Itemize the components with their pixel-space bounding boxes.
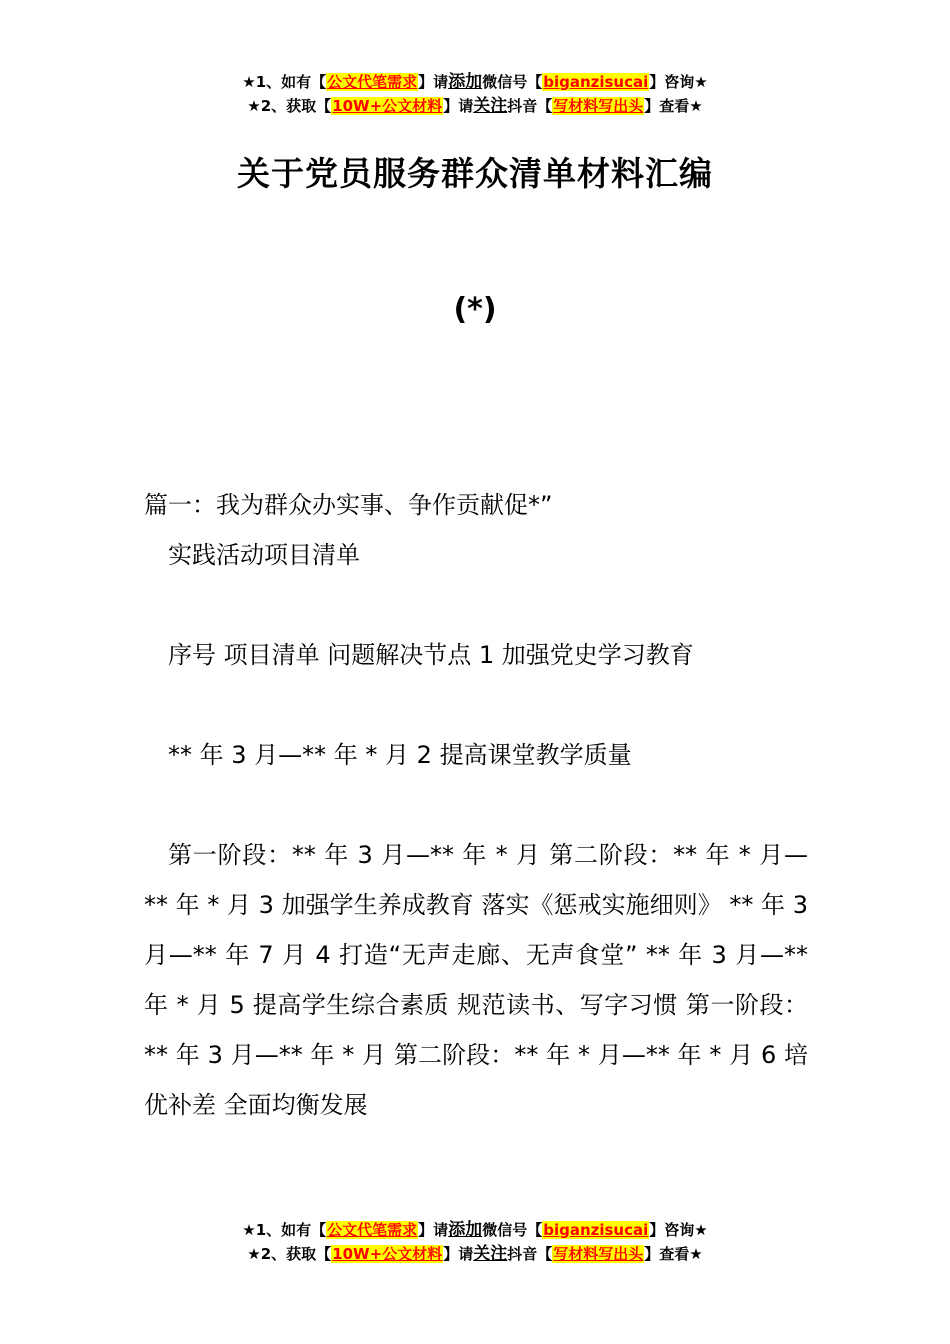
paragraph-text: ** 年 3 月—** 年 * 月 2 提高课堂教学质量 xyxy=(168,741,632,769)
section-subheading: 实践活动项目清单 xyxy=(168,541,360,569)
promo-line-2 xyxy=(0,1242,950,1266)
promo-text: 抖音【 xyxy=(507,1245,553,1263)
promo-header xyxy=(0,70,950,118)
promo-highlight: 10W+公文材料 xyxy=(332,97,443,115)
promo-text: ★2、获取【 xyxy=(247,1245,332,1263)
promo-text: ★2、获取【 xyxy=(247,97,332,115)
promo-emphasis: 关注 xyxy=(473,96,508,116)
document-subtitle: (*) xyxy=(453,292,497,327)
promo-highlight: 写材料写出头 xyxy=(553,97,644,115)
document-body xyxy=(144,480,808,580)
promo-text: 】请 xyxy=(443,1245,474,1263)
promo-text: 抖音【 xyxy=(507,97,553,115)
paragraph-2 xyxy=(144,730,808,780)
section-heading: 篇一：我为群众办实事、争作贡献促*” xyxy=(144,491,553,519)
promo-text: 】咨询★ xyxy=(649,73,708,91)
promo-line-1 xyxy=(0,70,950,94)
promo-text: 】咨询★ xyxy=(649,1221,708,1239)
promo-text: ★1、如有【 xyxy=(242,73,327,91)
promo-text: 】请 xyxy=(418,1221,449,1239)
promo-line-1 xyxy=(0,1218,950,1242)
promo-text: ★1、如有【 xyxy=(242,1221,327,1239)
promo-line-2 xyxy=(0,94,950,118)
paragraph-1 xyxy=(144,630,808,680)
promo-text: 微信号【 xyxy=(482,73,543,91)
paragraph-3 xyxy=(144,830,808,1130)
promo-text: 】查看★ xyxy=(644,1245,703,1263)
paragraph-text: 第一阶段：** 年 3 月—** 年 * 月 第二阶段：** 年 * 月—** 年 * 月 3 加强学生养成教育 落实《惩戒实施细则》 ** 年 3 月—** 年 7 月 4 打造“无声走廊、无声食堂” ** 年 3 月—** 年 * 月 5 提高学生综合素质 规范读书、写字习惯 第一阶段：** 年 3 月—** 年 * 月 第二阶段：** 年 * 月—** 年 * 月 6 培优补差 全面均衡发展 xyxy=(144,841,808,1119)
promo-footer xyxy=(0,1218,950,1266)
promo-emphasis: 添加 xyxy=(448,72,483,92)
promo-highlight: 10W+公文材料 xyxy=(332,1245,443,1263)
promo-text: 微信号【 xyxy=(482,1221,543,1239)
promo-highlight: 公文代笔需求 xyxy=(327,73,418,91)
promo-text: 】请 xyxy=(443,97,474,115)
promo-highlight: 写材料写出头 xyxy=(553,1245,644,1263)
promo-text: 】请 xyxy=(418,73,449,91)
promo-highlight: biganzisucai xyxy=(543,73,649,91)
promo-text: 】查看★ xyxy=(644,97,703,115)
promo-emphasis: 关注 xyxy=(473,1244,508,1264)
promo-highlight: 公文代笔需求 xyxy=(327,1221,418,1239)
document-title: 关于党员服务群众清单材料汇编 xyxy=(237,154,713,193)
promo-highlight: biganzisucai xyxy=(543,1221,649,1239)
paragraph-text: 序号 项目清单 问题解决节点 1 加强党史学习教育 xyxy=(168,641,694,669)
promo-emphasis: 添加 xyxy=(448,1220,483,1240)
